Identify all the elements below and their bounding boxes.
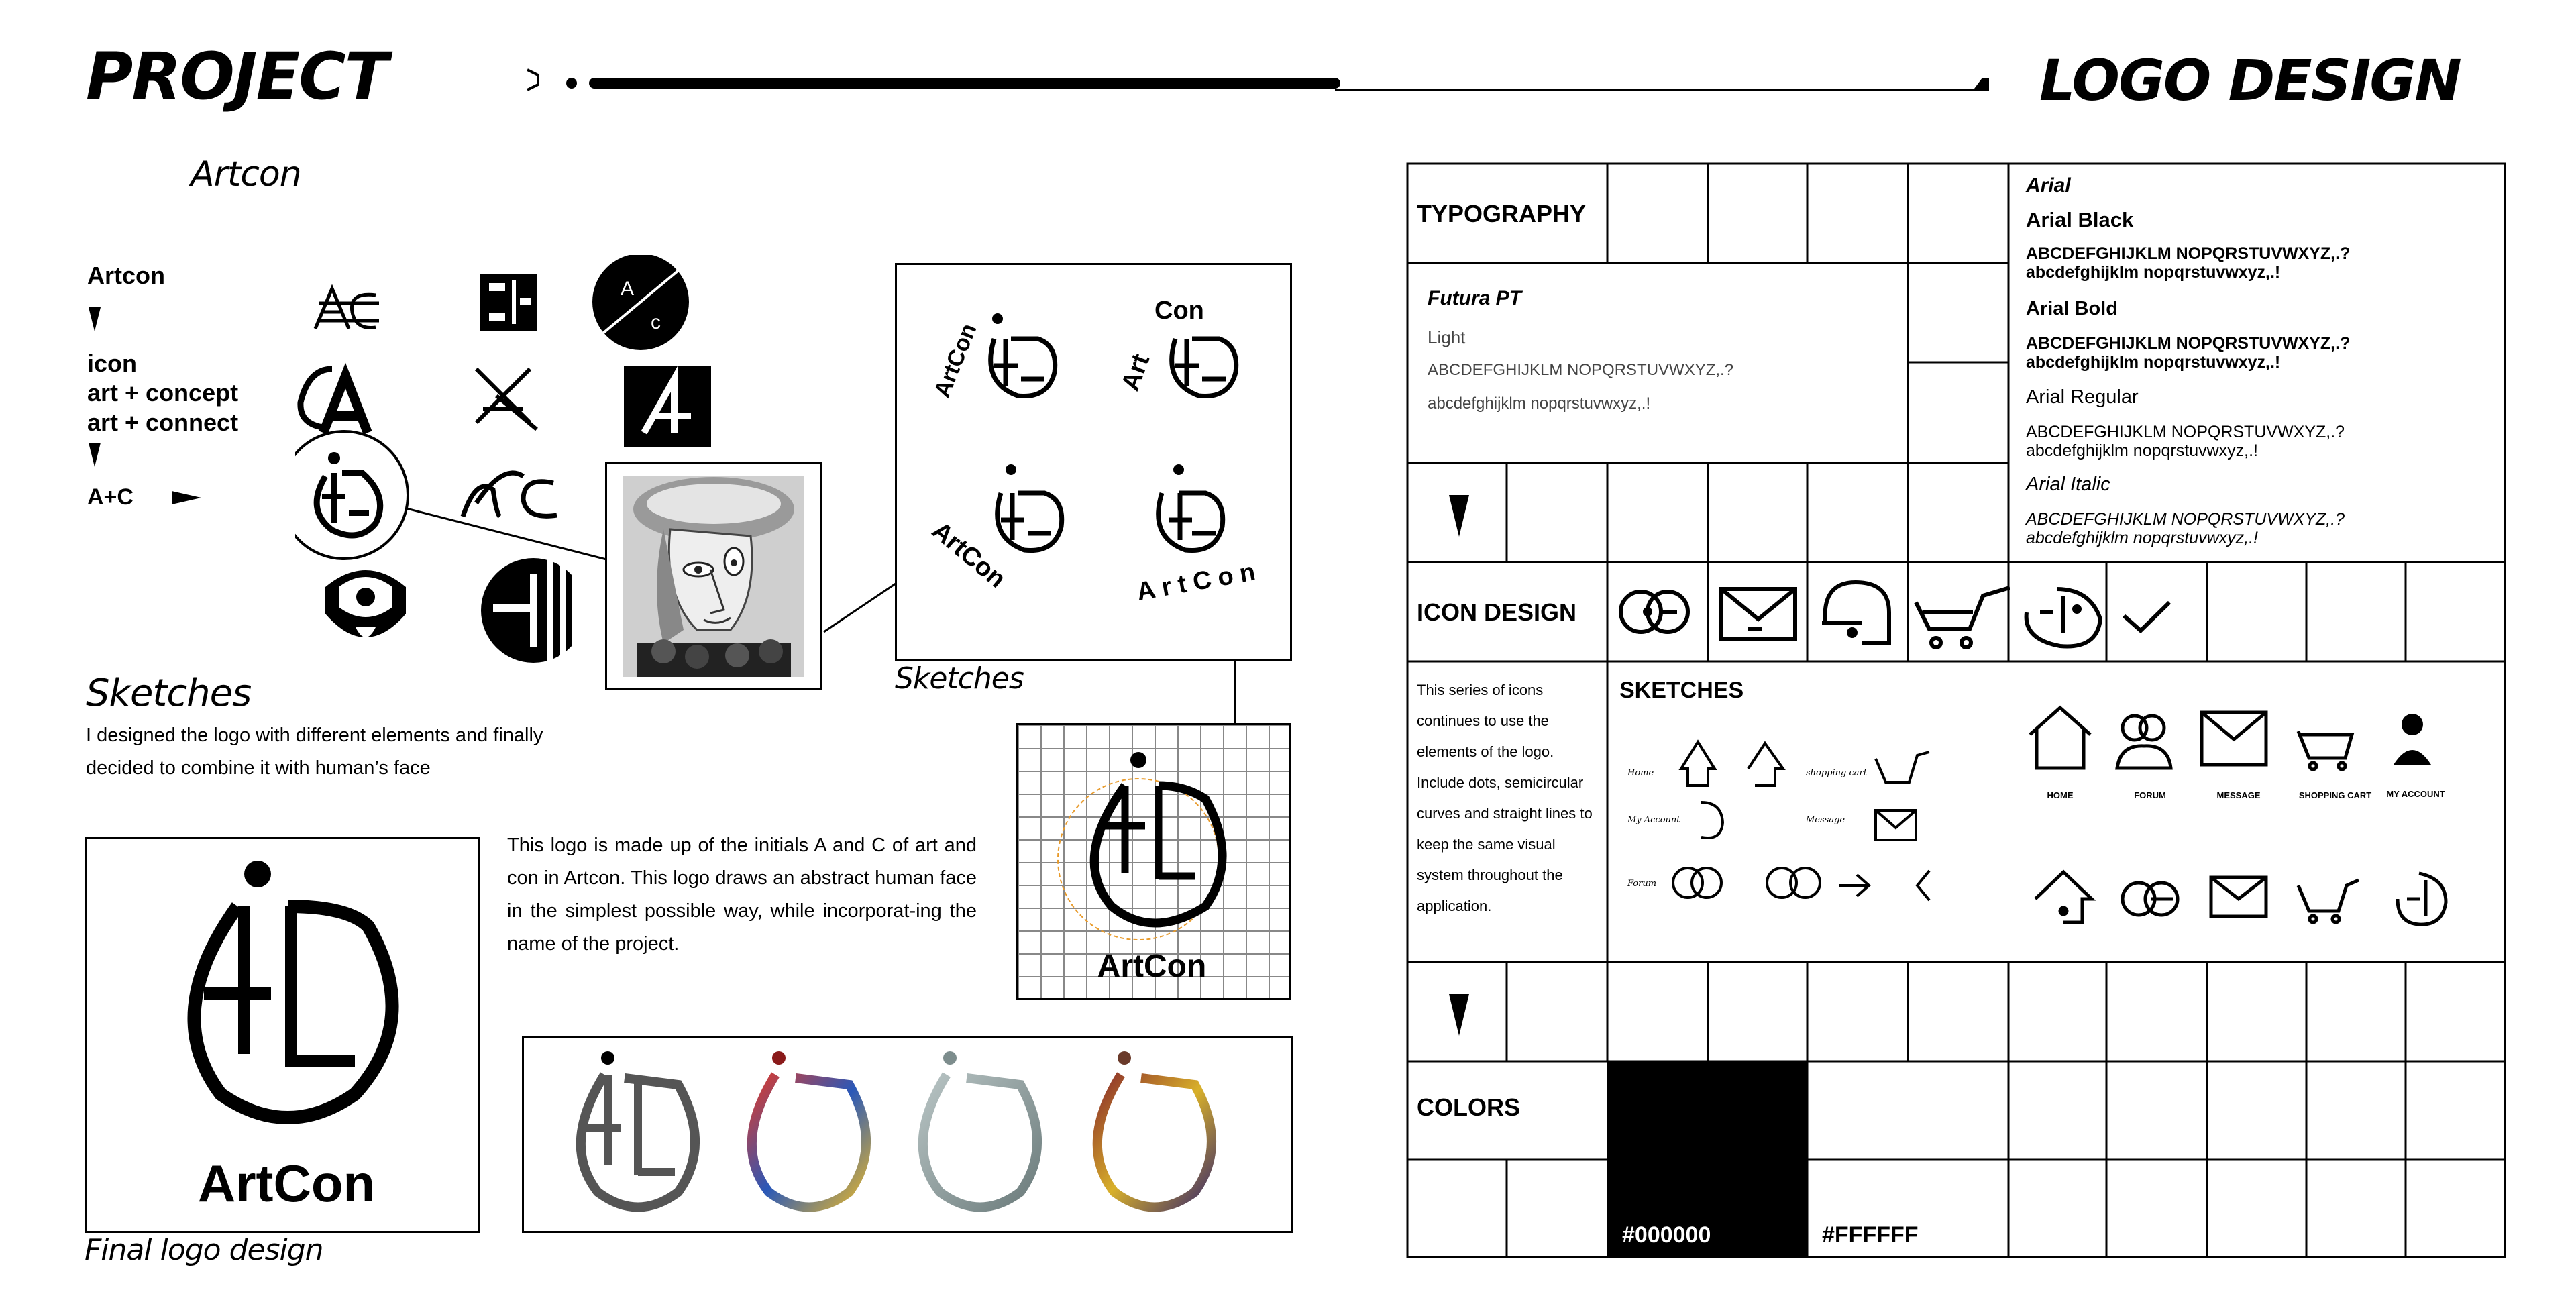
arial-italic-lower: abcdefghijklm nopqrstuvwxyz,.! [2026,529,2258,547]
home-icon [2030,708,2090,768]
arial-bold-lower: abcdefghijklm nopqrstuvwxyz,.! [2026,353,2281,372]
arial-black-upper: ABCDEFGHIJKLM NOPQRSTUVWXYZ,.? [2026,244,2351,263]
sketch-account-icon [1701,802,1723,838]
concept-name: Artcon [87,262,165,289]
refined-icons [2010,698,2505,953]
sketch-forum-dots-icon [1767,868,1796,898]
forum-icon [1621,592,1688,632]
typography-label: TYPOGRAPHY [1417,200,1587,227]
icon-label-shopping-cart: SHOPPING CART [2298,790,2372,800]
arial-regular-label: Arial Regular [2026,386,2139,408]
arial-black-label: Arial Black [2026,208,2134,231]
arial-italic-sample [2026,510,2345,547]
concept-line: art + connect [87,409,239,436]
icon-sketches-label: SKETCHES [1619,678,1744,703]
shopping-cart-icon [1916,588,2010,647]
sketch-forum-icon [1673,868,1703,898]
icon-set [1607,562,2211,661]
sketch-chevron-icon [1917,871,1929,900]
hand-sketches [1607,661,2010,962]
futura-upper: ABCDEFGHIJKLM NOPQRSTUVWXYZ,.? [1428,361,1734,379]
logo-description: This logo is made up of the initials A and C of art and con in Artcon. This logo draws an abstract human face in the simplest possible way, while incorporat-ing the name of the project. [507,835,977,955]
message-icon [1721,589,1795,639]
my-account-icon [2398,873,2446,924]
futura-lower: abcdefghijklm nopqrstuvwxyz,.! [1428,394,1651,413]
arial-label: Arial [2026,174,2071,197]
sketch-home-icon [1748,743,1783,786]
sketch-text-con: Con [1155,297,1204,325]
final-logo-label: Final logo design [85,1233,323,1267]
svg-text:c: c [651,311,661,333]
project-title: PROJECT [86,39,388,114]
sketch-text-artcon-arc: ArtCon [1134,556,1265,606]
final-logo-name: ArtCon [197,1154,376,1213]
arial-bold-upper: ABCDEFGHIJKLM NOPQRSTUVWXYZ,.? [2026,334,2351,353]
arial-regular-lower: abcdefghijklm nopqrstuvwxyz,.! [2026,441,2258,460]
arial-bold-sample [2026,334,2350,372]
concept-line: art + concept [87,379,239,407]
brand-title: Artcon [191,154,301,195]
note-home: Home [1627,768,1654,778]
concept-result: A+C [87,484,133,510]
sketch-text-artcon-curve: ArtCon [926,516,1011,594]
my-account-icon [2402,714,2423,735]
my-account-icon [2027,589,2100,647]
arial-black-lower: abcdefghijklm nopqrstuvwxyz,.! [2026,263,2281,282]
icon-label-forum: FORUM [2134,790,2166,800]
arial-regular-upper: ABCDEFGHIJKLM NOPQRSTUVWXYZ,.? [2026,423,2345,441]
arial-black-sample [2026,244,2350,282]
down-arrow-icon [1449,495,1469,537]
svg-text:A: A [621,278,635,300]
arial-regular-sample [2026,423,2345,460]
color2-hex: #FFFFFF [1822,1222,1919,1248]
futura-name: Futura PT [1428,287,1521,309]
arial-italic-label: Arial Italic [2026,474,2110,495]
arial-italic-upper: ABCDEFGHIJKLM NOPQRSTUVWXYZ,.? [2026,510,2345,529]
sketch-cart-icon [1876,752,1929,782]
checkmark-icon [2124,602,2169,631]
sketch-arrow-icon [1839,875,1869,896]
icon-description: This series of icons continues to use the elements of the logo. Include dots, semicircular curves and straight lines to keep the same visual system throughout the application. [1417,682,1593,914]
down-arrow-icon [1449,994,1469,1036]
note-forum: Forum [1627,879,1657,889]
home-icon [1822,582,1889,643]
concept-line: icon [87,349,138,377]
arial-bold-label: Arial Bold [2026,298,2118,319]
sketches-heading: Sketches [86,671,252,715]
icon-label-message: MESSAGE [2216,790,2261,800]
note-my-account: My Account [1627,815,1680,825]
icon-label-home: HOME [2047,790,2074,800]
grid-logo-name: ArtCon [1097,949,1207,984]
sketch-text-art: Art [1116,350,1156,395]
icon-label-my-account: MY ACCOUNT [2386,789,2445,799]
sketch-home-icon [1681,742,1715,786]
note-shopping-cart: shopping cart [1806,768,1867,778]
logo-design-title: LOGO DESIGN [2039,48,2461,113]
futura-weight: Light [1428,327,1466,347]
shopping-cart-icon [2298,731,2352,758]
sketch-text-artcon: ArtCon [929,319,982,401]
icon-design-label: ICON DESIGN [1417,598,1577,626]
colors-label: COLORS [1417,1093,1521,1121]
color1-hex: #000000 [1622,1222,1711,1248]
sketches-label: Sketches [895,661,1024,696]
note-message: Message [1806,815,1845,825]
shopping-cart-icon [2298,880,2359,911]
sketches-description: I designed the logo with different elements and finally decided to combine it with human’s face [86,724,543,779]
